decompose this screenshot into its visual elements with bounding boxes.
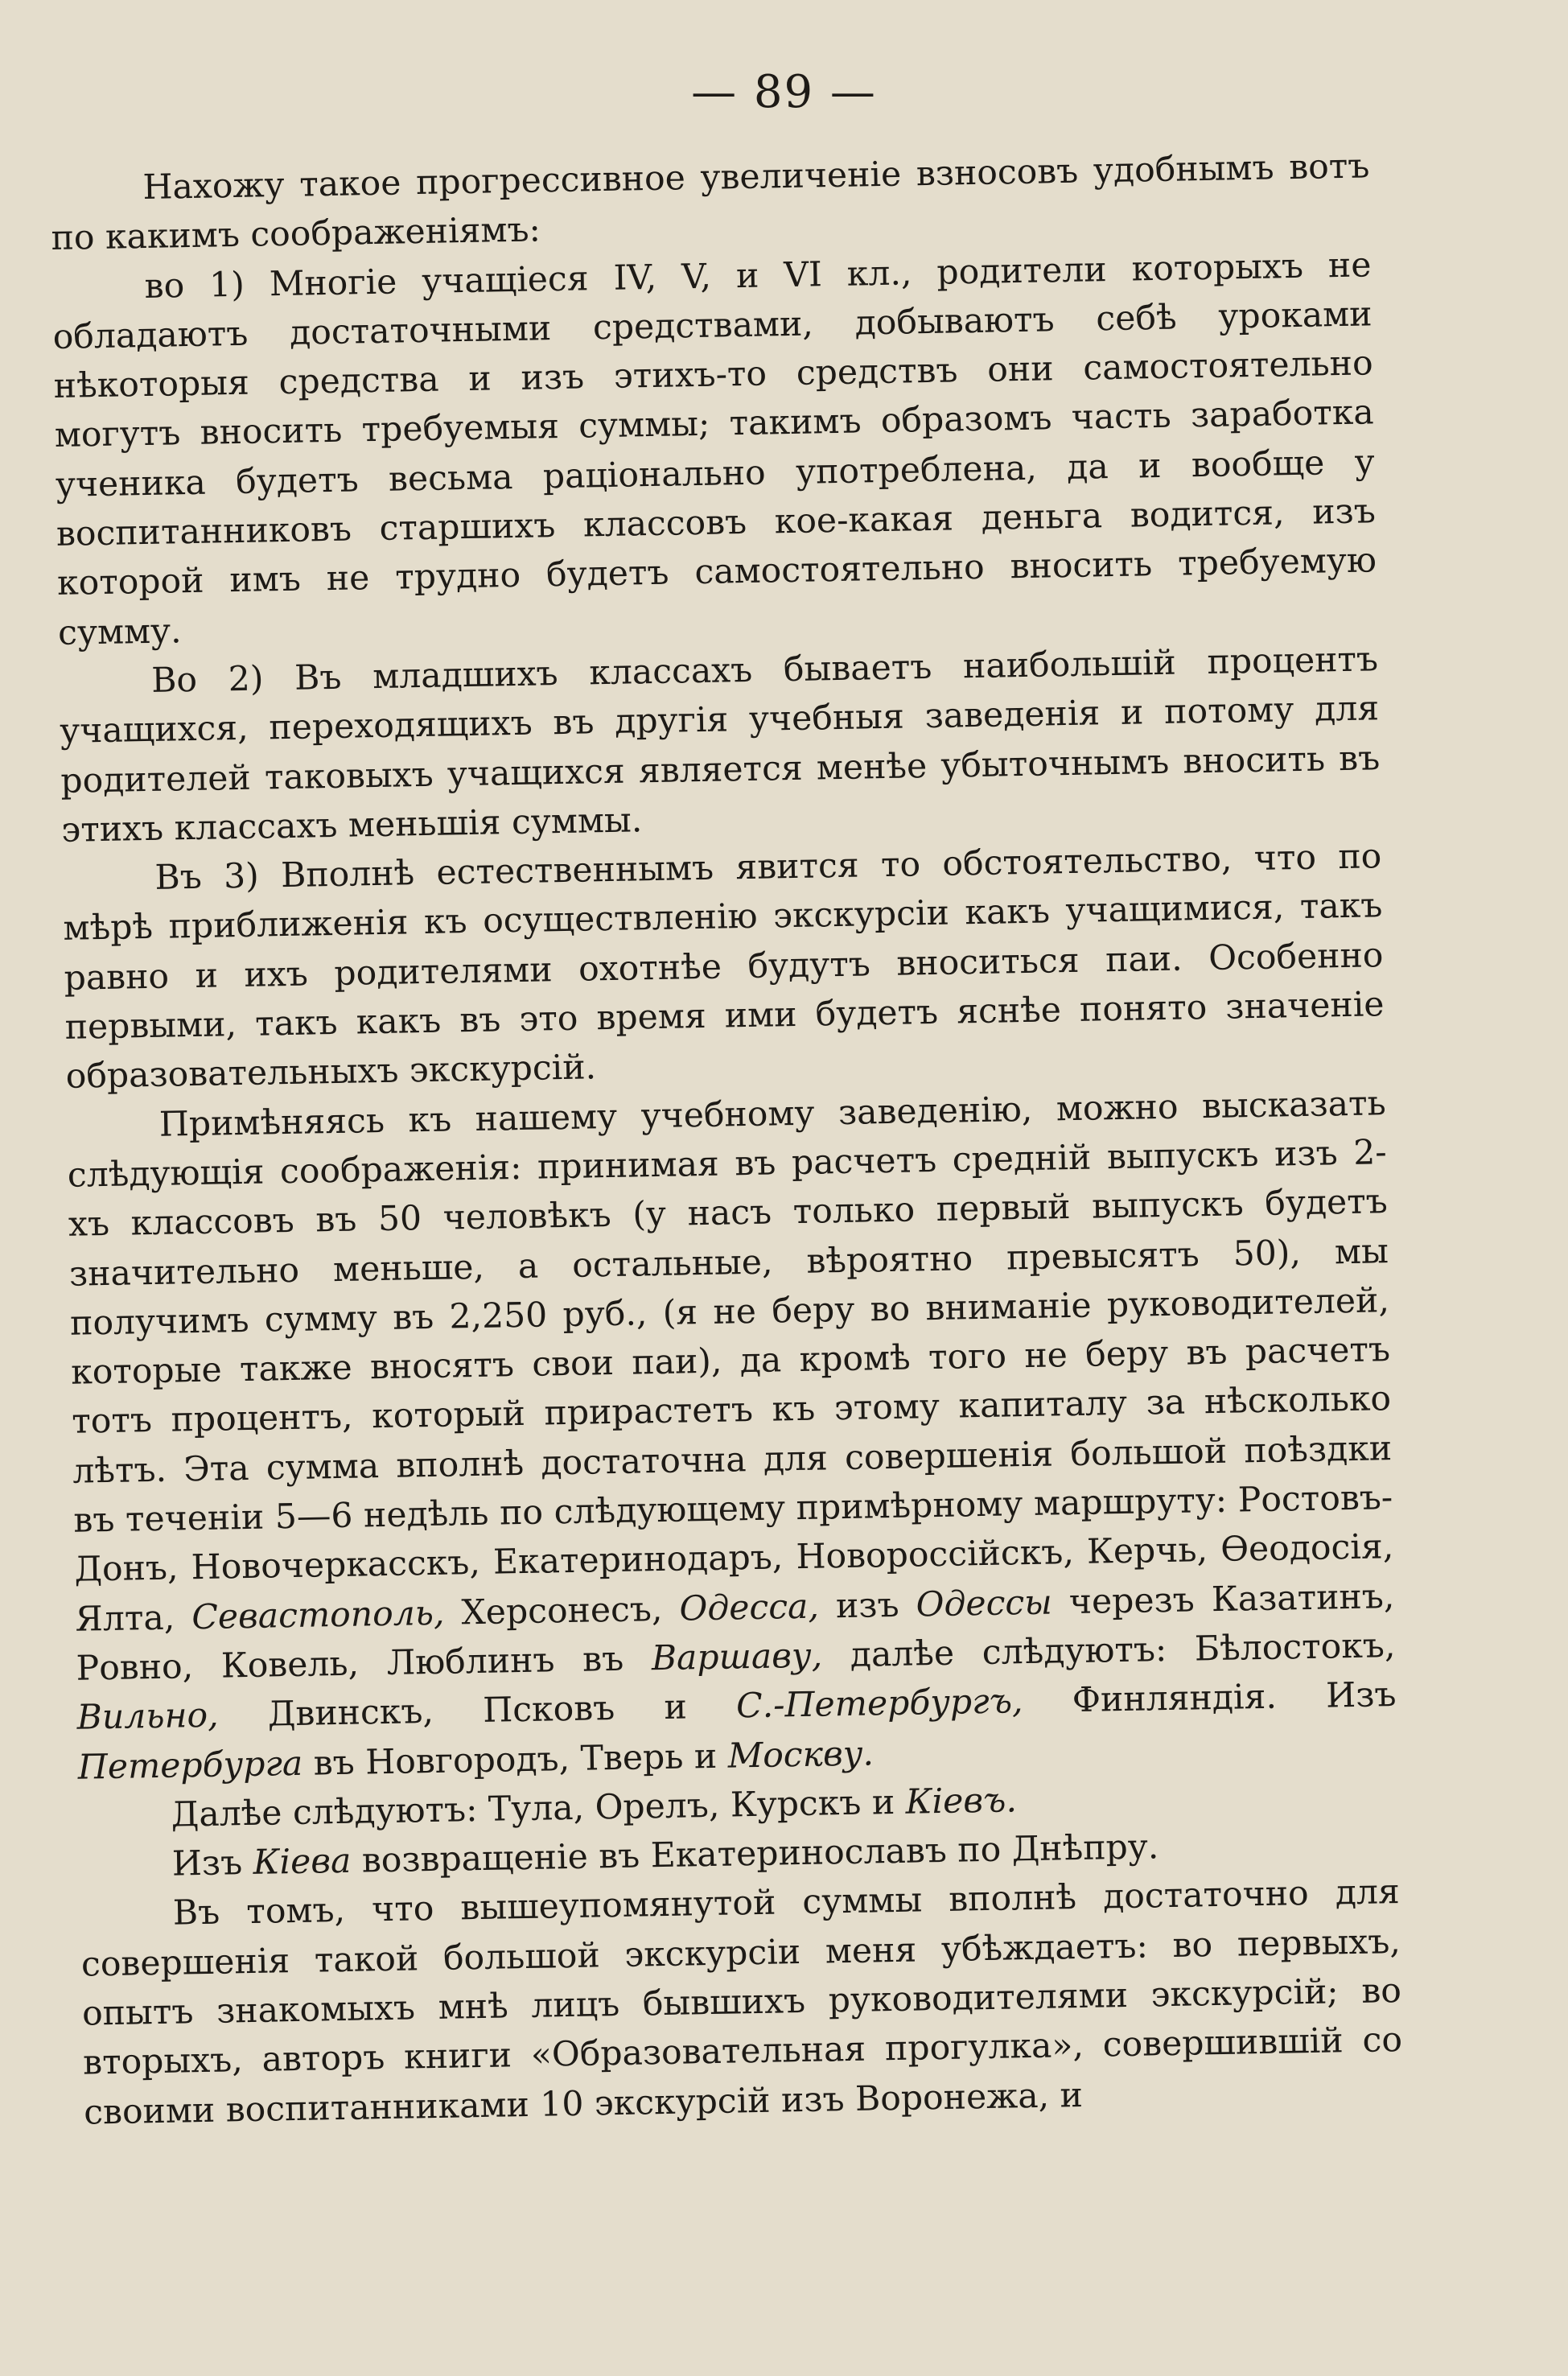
italic-place-name: Одесса, bbox=[679, 1587, 820, 1629]
paragraph-5 bbox=[66, 1079, 1397, 1793]
text-run: Изъ bbox=[171, 1843, 254, 1884]
text-run: въ Новгородъ, Тверь и bbox=[302, 1736, 729, 1784]
paragraph-2: во 1) Многіе учащіеся IV, V, и VI кл., родители которыхъ не обладаютъ достаточными средствами, добываютъ себѣ уроками нѣкоторыя средства и изъ этихъ-то средствъ они самостоятельно могутъ вносить требуемыя суммы; такимъ образомъ часть заработка ученика будетъ весьма раціонально употреблена, да и вообще у воспитанниковъ старшихъ классовъ кое-какая деньга водится, изъ которой имъ не трудно будетъ самостоятельно вносить требуемую сумму. bbox=[52, 245, 1377, 653]
italic-place-name: Кіева bbox=[253, 1841, 352, 1884]
body-text bbox=[50, 142, 1404, 2137]
paragraph-1: Нахожу такое прогрессивное увеличеніе взносовъ удобнымъ вотъ по какимъ соображеніямъ: bbox=[51, 146, 1370, 259]
text-run: Финляндія. Изъ bbox=[1023, 1675, 1397, 1722]
text-run: Далѣе слѣдуютъ: Тула, Орелъ, Курскъ и bbox=[171, 1782, 907, 1835]
italic-place-name: Москву. bbox=[727, 1733, 875, 1777]
text-run: Двинскъ, Псковъ и bbox=[218, 1686, 737, 1736]
text-run: далѣе слѣдуютъ: Бѣлостокъ, bbox=[821, 1626, 1396, 1676]
paragraph-8: Въ томъ, что вышеупомянутой суммы вполнѣ достаточно для совершенія такой большой экскурсіи меня убѣждаетъ: во первыхъ, опытъ знакомыхъ мнѣ лицъ бывшихъ руководителями экскурсій; во вторыхъ, авторъ книги «Образовательная прогулка», совершившій со своими воспитанниками 10 экскурсій изъ Воронежа, и bbox=[80, 1872, 1403, 2133]
text-run: Херсонесъ, bbox=[443, 1589, 680, 1633]
text-run: черезъ Казатинъ, Ровно, Ковель, Люблинъ въ bbox=[76, 1576, 1395, 1689]
text-run: возвращеніе въ Екатеринославъ по Днѣпру. bbox=[350, 1827, 1159, 1881]
italic-place-name: Петербурга bbox=[77, 1744, 303, 1788]
text-run: изъ bbox=[818, 1585, 917, 1627]
paragraph-4: Въ 3) Вполнѣ естественнымъ явится то обстоятельство, что по мѣрѣ приближенія къ осуществленію экскурсіи какъ учащимися, такъ равно и ихъ родителями охотнѣе будутъ вноситься паи. Особенно первыми, такъ какъ въ это время ими будетъ яснѣе понято значеніе образовательныхъ экскурсій. bbox=[63, 837, 1385, 1097]
italic-place-name: Кіевъ. bbox=[905, 1781, 1018, 1822]
italic-place-name: Вильно, bbox=[76, 1695, 220, 1738]
paragraph-3: Во 2) Въ младшихъ классахъ бываетъ наибольшій процентъ учащихся, переходящихъ въ другія учебныя заведенія и потому для родителей таковыхъ учащихся является менѣе убыточнымъ вносить въ этихъ классахъ меньшія суммы. bbox=[59, 640, 1381, 850]
italic-place-name: Севастополь, bbox=[191, 1593, 445, 1637]
italic-place-name: Одессы bbox=[916, 1583, 1053, 1625]
italic-place-name: Варшаву, bbox=[651, 1636, 823, 1679]
text-run: Примѣняясь къ нашему учебному заведенію, можно высказать слѣдующія соображенія: принимая въ расчетъ средній выпускъ изъ 2-хъ классовъ въ 50 человѣкъ (у насъ только первый выпускъ будетъ значительно меньше, а остальные, вѣроятно превысятъ 50), мы получимъ сумму въ 2,250 руб., (я не беру во вниманіе руководителей, которые также вносятъ свои паи), да кромѣ того не беру въ расчетъ тотъ процентъ, который прирастетъ къ этому капиталу за нѣсколько лѣтъ. Эта сумма вполнѣ достаточна для совершенія большой поѣздки въ теченіи 5—6 недѣль по слѣдующему примѣрному маршруту: Ростовъ-Донъ, Новочеркасскъ, Екатеринодаръ, Новороссійскъ, Керчь, Ѳеодосія, Ялта, bbox=[67, 1083, 1394, 1640]
page-number: — 89 — bbox=[691, 66, 877, 118]
italic-place-name: С.-Петербургъ, bbox=[735, 1682, 1023, 1727]
